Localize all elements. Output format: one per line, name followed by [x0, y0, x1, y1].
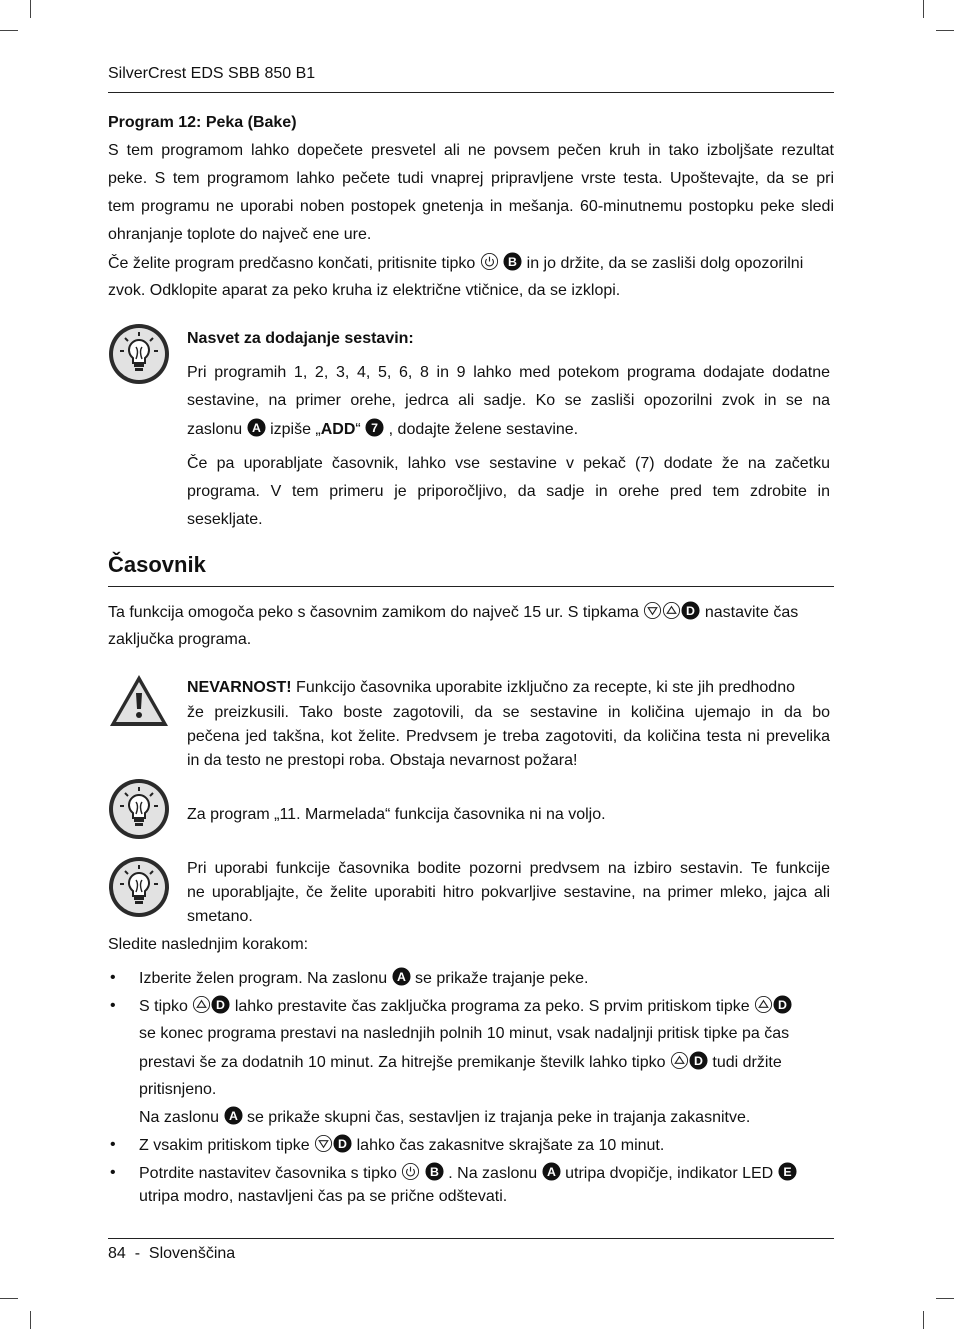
- program12-stop-line: zvok. Odklopite aparat za peko kruha iz električne vtičnice, da se izklopi.: [108, 282, 621, 299]
- danger-text-line: pečena jed takšna, kot želite. Predvsem je treba zagotoviti, da količina testa ni prevelika: [187, 728, 830, 745]
- up-key-icon: [192, 995, 211, 1014]
- text: . Na zaslonu: [448, 1165, 538, 1182]
- badge-d-icon: [211, 995, 230, 1014]
- text: Potrdite nastavitev časovnika s tipko: [139, 1165, 397, 1182]
- svg-text:D: D: [338, 1136, 348, 1151]
- crop-mark: [923, 0, 924, 18]
- badge-a-icon: [392, 967, 411, 986]
- program12-text-line: ohranjanje toplote do največ ene ure.: [108, 226, 372, 243]
- up-key-icon: [754, 995, 773, 1014]
- up-key-icon: [662, 601, 681, 620]
- svg-text:B: B: [508, 254, 518, 269]
- svg-text:A: A: [396, 969, 406, 984]
- program12-text-line: tem programu ne uporabi noben postopek gnetenja in mešanja. 60-minutnemu postopku peke sledi: [108, 198, 834, 215]
- svg-text:A: A: [251, 420, 261, 435]
- svg-text:D: D: [686, 603, 696, 618]
- svg-text:D: D: [778, 997, 788, 1012]
- crop-mark: [0, 1298, 18, 1299]
- tip-heading: Nasvet za dodajanje sestavin:: [187, 330, 414, 347]
- bullet: •: [110, 1136, 116, 1153]
- list-item-line: utripa modro, nastavljeni čas pa se prične odštevati.: [139, 1188, 508, 1205]
- text: utripa dvopičje, indikator LED: [565, 1165, 774, 1182]
- page-footer: [108, 1243, 834, 1265]
- list-item-line: [139, 1106, 750, 1129]
- text: Na zaslonu: [139, 1109, 220, 1126]
- list-item-line: se konec programa prestavi na naslednjih polnih 10 minut, vsak nadaljnji pritisk tipke pa čas: [139, 1025, 790, 1042]
- program12-text-line: S tem programom lahko dopečete presvetel ali ne povsem pečen kruh in tako izboljšate rezultat: [108, 142, 834, 159]
- section-rule: [108, 586, 834, 587]
- svg-text:A: A: [546, 1164, 556, 1179]
- text: lahko čas zakasnitve skrajšate za 10 minut.: [356, 1137, 665, 1154]
- danger-label: NEVARNOST!: [187, 679, 292, 696]
- warning-triangle-icon: [108, 673, 170, 728]
- text: Ta funkcija omogoča peko s časovnim zamikom do največ 15 ur. S tipkama: [108, 604, 639, 621]
- text: zaslonu: [187, 421, 243, 438]
- crop-mark: [936, 1298, 954, 1299]
- badge-b-icon: [425, 1162, 444, 1181]
- tip-text-line: sesekljate.: [187, 511, 263, 528]
- badge-a-icon: [247, 418, 266, 437]
- svg-text:D: D: [693, 1053, 703, 1068]
- bullet: •: [110, 997, 116, 1014]
- text: se prikaže skupni čas, sestavljen iz trajanja peke in trajanja zakasnitve.: [246, 1109, 751, 1126]
- tip-text-line: programa. V tem primeru je priporočljivo, da sadje in orehe pred tem zdrobite in: [187, 483, 830, 500]
- bullet: •: [110, 969, 116, 986]
- program12-stop-line: [108, 252, 834, 275]
- tip-text-line: Če pa uporabljate časovnik, lahko vse sestavine v pekač (7) dodate že na začetku: [187, 455, 830, 472]
- bullet: •: [110, 1164, 116, 1181]
- list-item: [139, 967, 588, 990]
- badge-b-icon: [503, 252, 522, 271]
- danger-text-line: in da testo ne prestopi roba. Obstaja nevarnost požara!: [187, 752, 578, 769]
- list-item-line: pritisnjeno.: [139, 1081, 217, 1098]
- badge-a-icon: [224, 1106, 243, 1125]
- text: “: [355, 421, 361, 438]
- add-label: ADD: [320, 421, 356, 438]
- badge-d-icon: [333, 1134, 352, 1153]
- crop-mark: [923, 1311, 924, 1329]
- tip-text-line: Za program „11. Marmelada“ funkcija časovnika ni na voljo.: [187, 806, 606, 823]
- lightbulb-tip-icon: [108, 778, 170, 840]
- text: in jo držite, da se zasliši dolg opozorilni: [526, 255, 804, 272]
- power-key-icon: [480, 252, 499, 271]
- badge-d-icon: [689, 1051, 708, 1070]
- badge-a-icon: [542, 1162, 561, 1181]
- badge-d-icon: [773, 995, 792, 1014]
- footer-separator: -: [134, 1245, 141, 1262]
- text: Izberite želen program. Na zaslonu: [139, 970, 388, 987]
- up-key-icon: [670, 1051, 689, 1070]
- text: se prikaže trajanje peke.: [415, 970, 589, 987]
- text: tudi držite: [712, 1054, 782, 1071]
- tip-text-line: [187, 418, 830, 441]
- tip-text-line: sestavine, na primer orehe, jedrca ali sadje. Ko se zasliši opozorilni zvok in se na: [187, 392, 830, 409]
- program12-heading: Program 12: Peka (Bake): [108, 114, 297, 131]
- list-item: [139, 1162, 797, 1185]
- lightbulb-tip-icon: [108, 856, 170, 918]
- timer-intro-line: [108, 601, 834, 624]
- svg-text:D: D: [216, 997, 226, 1012]
- svg-text:A: A: [228, 1108, 238, 1123]
- text: lahko prestavite čas zaključka programa za peko. S prvim pritiskom tipke: [234, 998, 750, 1015]
- tip-text-line: smetano.: [187, 908, 253, 925]
- crop-mark: [30, 1311, 31, 1329]
- tip-text-line: Pri uporabi funkcije časovnika bodite pozorni predvsem na izbiro sestavin. Te funkcije: [187, 860, 830, 877]
- section-heading: Časovnik: [108, 552, 206, 577]
- down-key-icon: [314, 1134, 333, 1153]
- lightbulb-tip-icon: [108, 323, 170, 385]
- list-item: [139, 1134, 664, 1157]
- timer-intro-line: zaključka programa.: [108, 631, 252, 648]
- list-item: [139, 995, 792, 1018]
- crop-mark: [30, 0, 31, 18]
- power-key-icon: [401, 1162, 420, 1181]
- footer-language: Slovenščina: [148, 1245, 236, 1262]
- text: Funkcijo časovnika uporabite izključno za recepte, ki ste jih predhodno: [291, 679, 795, 696]
- text: prestavi še za dodatnih 10 minut. Za hitrejše premikanje številk lahko tipko: [139, 1054, 666, 1071]
- tip-text-line: Pri programih 1, 2, 3, 4, 5, 6, 8 in 9 lahko med potekom programa dodajate dodatne: [187, 364, 830, 381]
- svg-text:B: B: [429, 1164, 439, 1179]
- list-item-line: [139, 1051, 782, 1074]
- danger-text-line: [187, 677, 830, 699]
- text: Z vsakim pritiskom tipke: [139, 1137, 310, 1154]
- crop-mark: [936, 30, 954, 31]
- crop-mark: [0, 30, 18, 31]
- down-key-icon: [643, 601, 662, 620]
- svg-text:7: 7: [371, 420, 379, 435]
- text: nastavite čas: [704, 604, 799, 621]
- program12-text-line: peke. S tem programom lahko pečete tudi vnaprej pripravljene vrste testa. Upoštevajte, da se pri: [108, 170, 834, 187]
- header-rule: [108, 92, 834, 93]
- text: S tipko: [139, 998, 188, 1015]
- tip-text-line: ne uporabljajte, če želite uporabiti hitro pokvarljive sestavine, na primer mleko, jajca ali: [187, 884, 830, 901]
- steps-intro: Sledite naslednjim korakom:: [108, 936, 309, 953]
- svg-text:E: E: [783, 1164, 792, 1179]
- badge-d-icon: [681, 601, 700, 620]
- badge-7-icon: [365, 418, 384, 437]
- text: , dodajte želene sestavine.: [388, 421, 579, 438]
- page-header: SilverCrest EDS SBB 850 B1: [108, 65, 316, 82]
- text: izpiše „: [270, 421, 321, 438]
- footer-rule: [108, 1238, 834, 1239]
- text: Če želite program predčasno končati, pritisnite tipko: [108, 255, 476, 272]
- badge-e-icon: [778, 1162, 797, 1181]
- danger-text-line: že preizkusili. Tako boste zagotovili, da se sestavine in količina ujemajo in da bo: [187, 704, 830, 721]
- page-number: 84: [108, 1245, 126, 1262]
